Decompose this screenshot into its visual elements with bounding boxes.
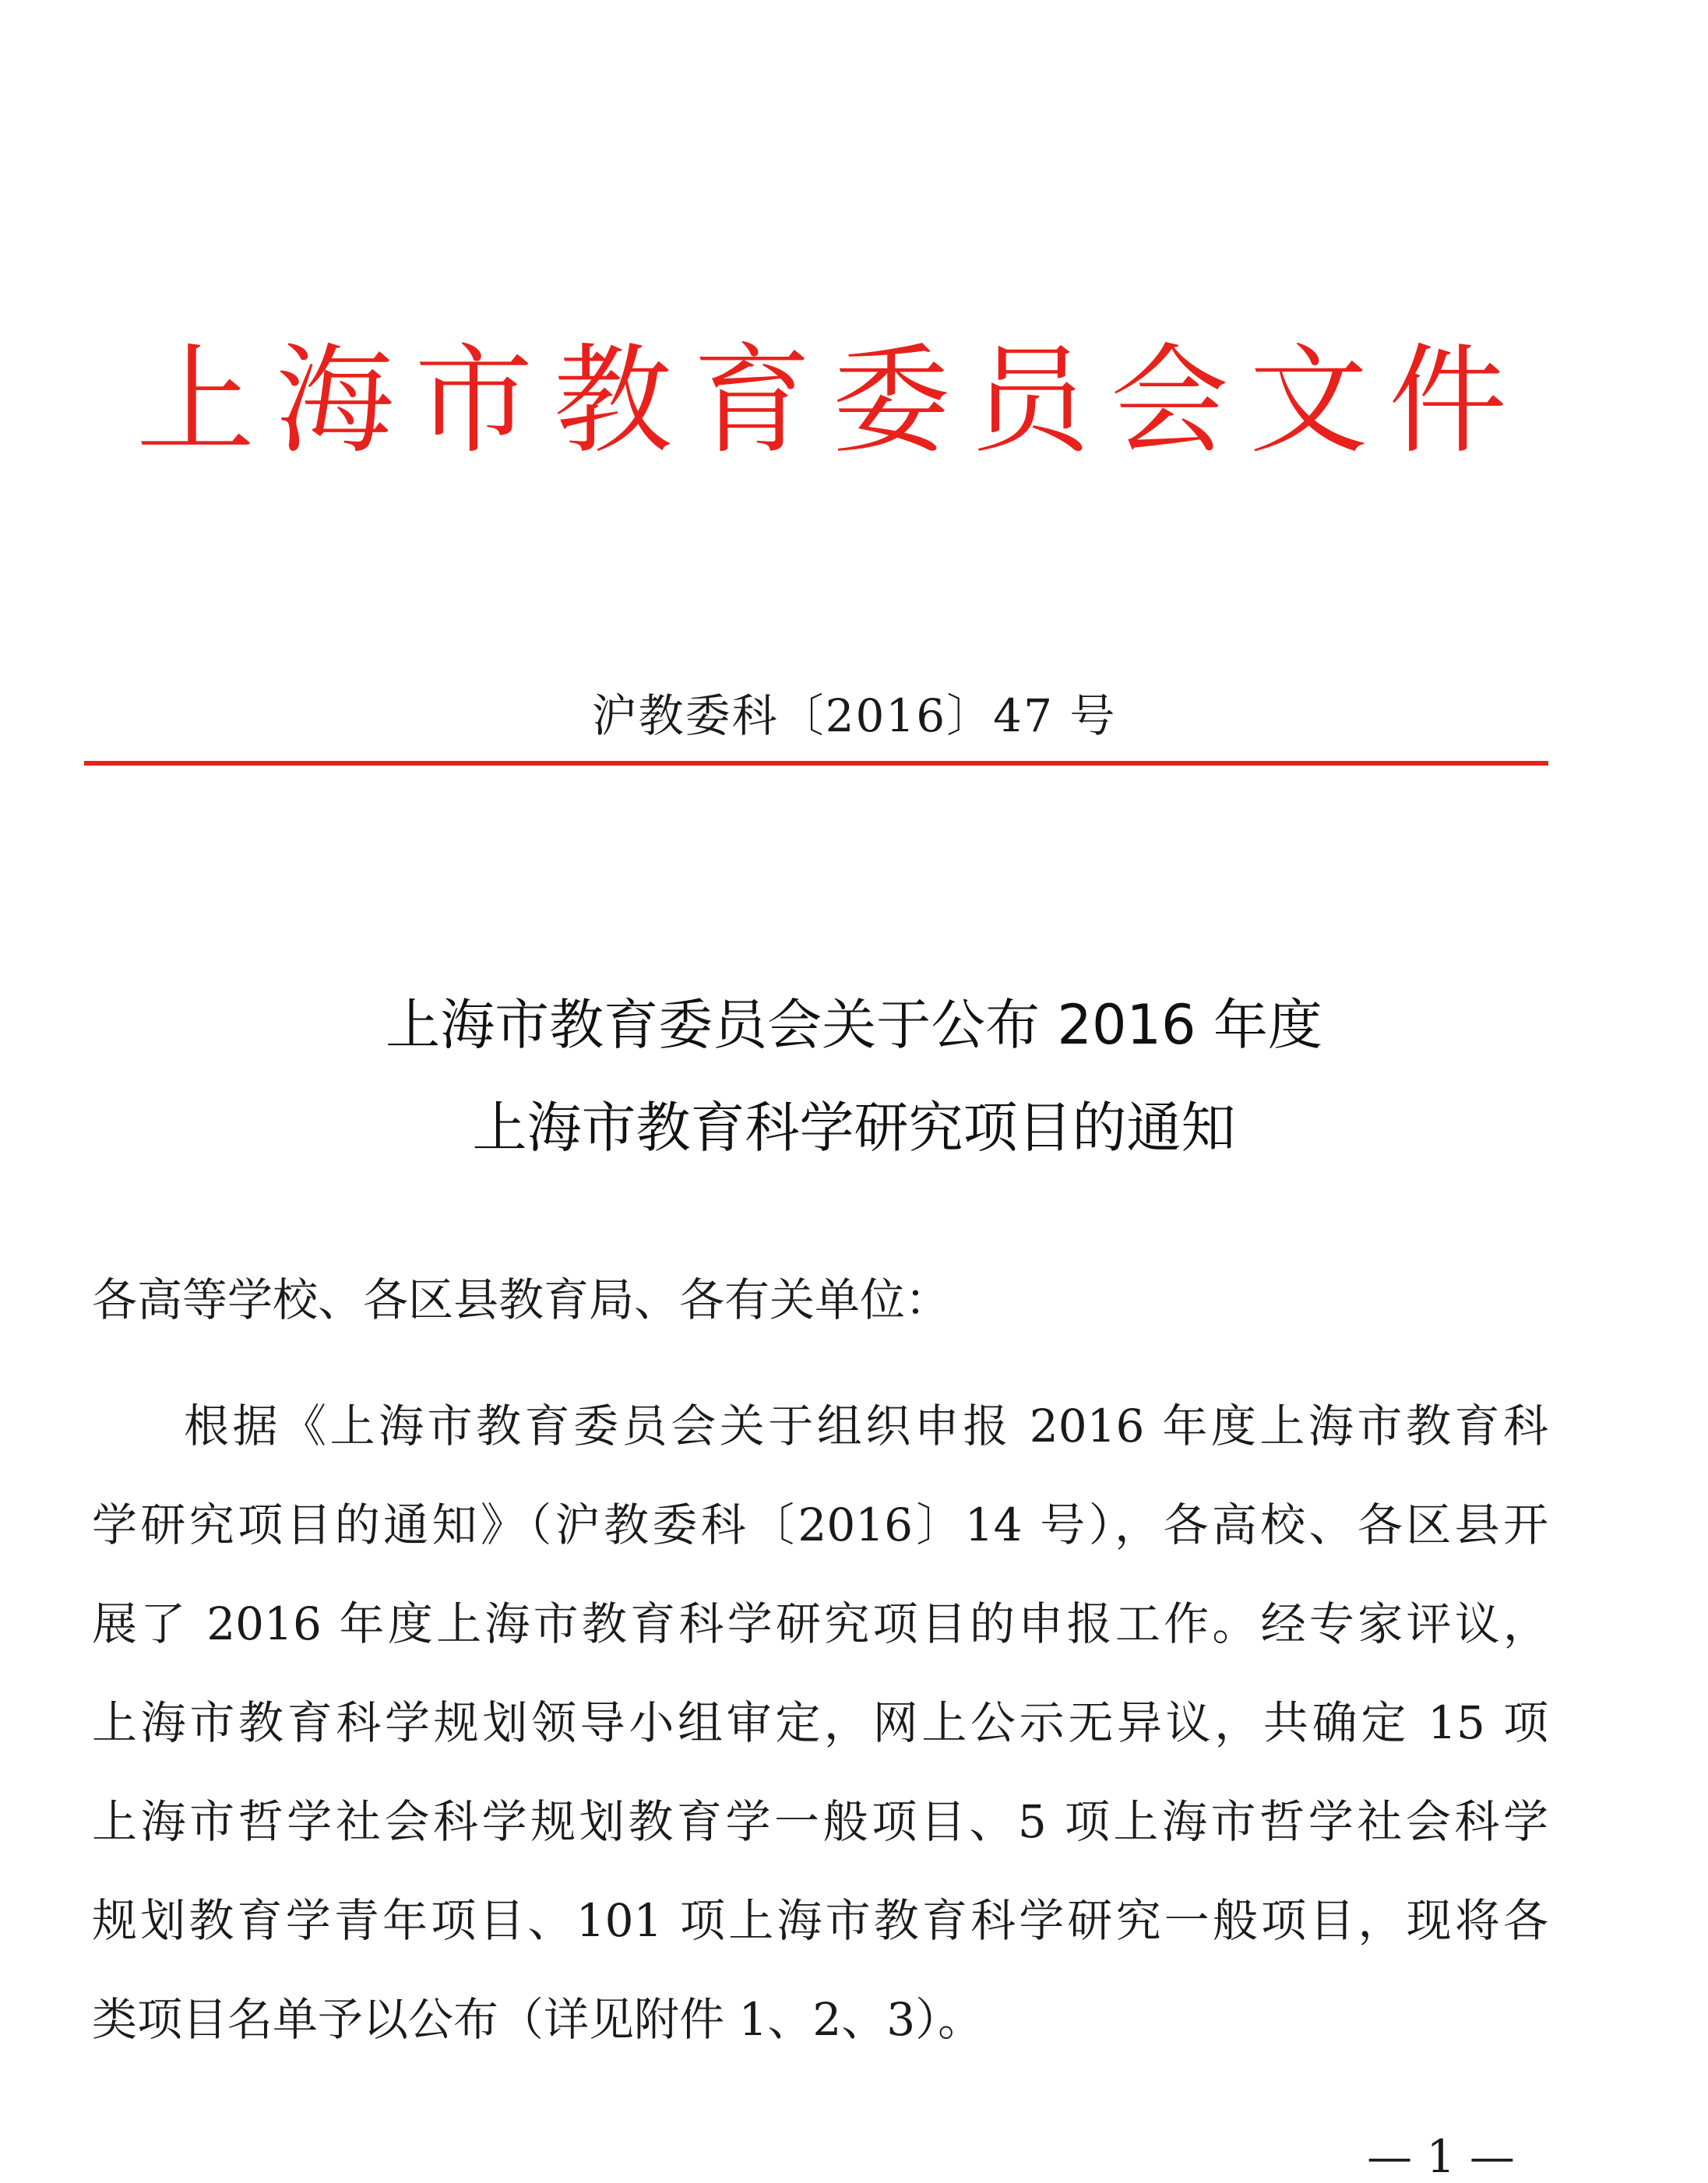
red-divider-line [84,761,1548,766]
masthead-title [136,332,1507,470]
addressee: 各高等学校、各区县教育局、各有关单位： [92,1273,951,1326]
masthead-char: 件 [1388,332,1507,470]
body-line: 规划教育学青年项目、101 项上海市教育科学研究一般项目，现将各 [92,1894,1548,1947]
page-number: — 1 — [1367,2130,1515,2183]
notice-title-line-1: 上海市教育委员会关于公布 2016 年度 [386,993,1322,1057]
masthead-char: 海 [275,332,394,470]
body-line: 类项目名单予以公布（详见附件 1、2、3）。 [92,1993,984,2046]
masthead-char: 会 [1110,332,1229,470]
notice-title [0,974,1708,1179]
masthead-char: 文 [1249,332,1368,470]
notice-title-line-2: 上海市教育科学研究项目的通知 [472,1096,1236,1160]
body-line: 上海市哲学社会科学规划教育学一般项目、5 项上海市哲学社会科学 [92,1795,1548,1848]
body-line: 根据《上海市教育委员会关于组织申报 2016 年度上海市教育科 [184,1400,1548,1452]
body-line: 学研究项目的通知》（沪教委科〔2016〕14 号），各高校、各区县开 [92,1498,1548,1551]
masthead-char: 育 [692,332,812,470]
masthead-char: 上 [136,332,255,470]
body-line: 上海市教育科学规划领导小组审定，网上公示无异议，共确定 15 项 [92,1696,1548,1749]
masthead-char: 市 [414,332,534,470]
masthead-char: 委 [832,332,951,470]
masthead-char: 教 [553,332,672,470]
masthead-char: 员 [970,332,1090,470]
body-line: 展了 2016 年度上海市教育科学研究项目的申报工作。经专家评议， [92,1597,1548,1650]
body-paragraph [92,1377,1548,2069]
document-number: 沪教委科〔2016〕47 号 [591,689,1117,742]
